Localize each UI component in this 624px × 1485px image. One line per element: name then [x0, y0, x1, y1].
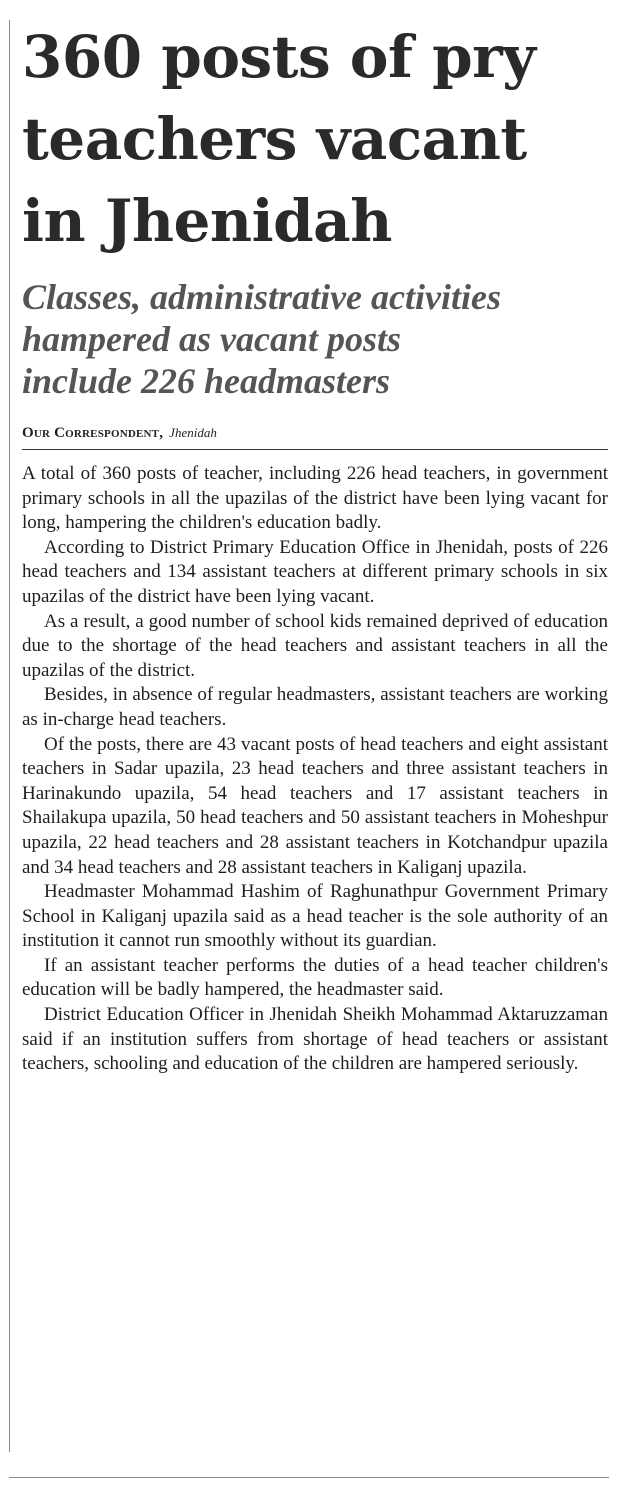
body-paragraph-5: Of the posts, there are 43 vacant posts of head teachers and eight assistant teachers in Sadar upazila, 23 head teachers and three assistant teachers in Harinakundo upazila, 54 head teachers and 17 assistant teachers in Shailakupa upazila, 50 head teachers and 50 assistant teachers in Moheshpur upazila, 22 head teachers and 28 assistant teachers in Kotchandpur upazila and 34 head teachers and 28 assistant teachers in Kaliganj upazila. [22, 733, 608, 878]
subheadline [22, 276, 610, 402]
article-body [22, 462, 608, 1077]
bottom-rule [9, 1477, 609, 1478]
headline-line-1: 360 posts of pry [22, 23, 536, 91]
body-paragraph-7: If an assistant teacher performs the duties of a head teacher children's education will be badly hampered, the headmaster said. [22, 954, 608, 1001]
body-paragraph-2: According to District Primary Education Office in Jhenidah, posts of 226 head teachers and 134 assistant teachers at different primary schools in six upazilas of the district have been lying vacant. [22, 536, 608, 607]
headline-line-3: in Jhenidah [22, 187, 392, 255]
subheadline-line-1: Classes, administrative activities [22, 277, 501, 317]
headline [22, 16, 610, 262]
byline-divider [22, 449, 608, 450]
body-paragraph-4: Besides, in absence of regular headmasters, assistant teachers are working as in-charge head teachers. [22, 684, 608, 730]
subheadline-line-3: include 226 headmasters [22, 361, 391, 401]
headline-line-2: teachers vacant [22, 105, 527, 173]
news-article [22, 16, 610, 1077]
subheadline-line-2: hampered as vacant posts [22, 319, 402, 359]
byline-location: Jhenidah [169, 425, 217, 440]
body-paragraph-8: District Education Officer in Jhenidah Sheikh Mohammad Aktaruzzaman said if an institution suffers from shortage of head teachers or assistant teachers, schooling and education of the children are hampered seriously. [22, 1004, 608, 1075]
byline-author: Our Correspondent, [22, 425, 164, 441]
byline [22, 424, 610, 442]
body-paragraph-3: As a result, a good number of school kids remained deprived of education due to the shortage of the head teachers and assistant teachers in all the upazilas of the district. [22, 610, 608, 681]
body-paragraph-1: A total of 360 posts of teacher, including 226 head teachers, in government primary schools in all the upazilas of the district have been lying vacant for long, hampering the children's education badly. [22, 463, 608, 534]
left-column-rule [9, 20, 10, 1452]
body-paragraph-6: Headmaster Mohammad Hashim of Raghunathpur Government Primary School in Kaliganj upazila said as a head teacher is the sole authority of an institution it cannot run smoothly without its guardian. [22, 881, 608, 952]
